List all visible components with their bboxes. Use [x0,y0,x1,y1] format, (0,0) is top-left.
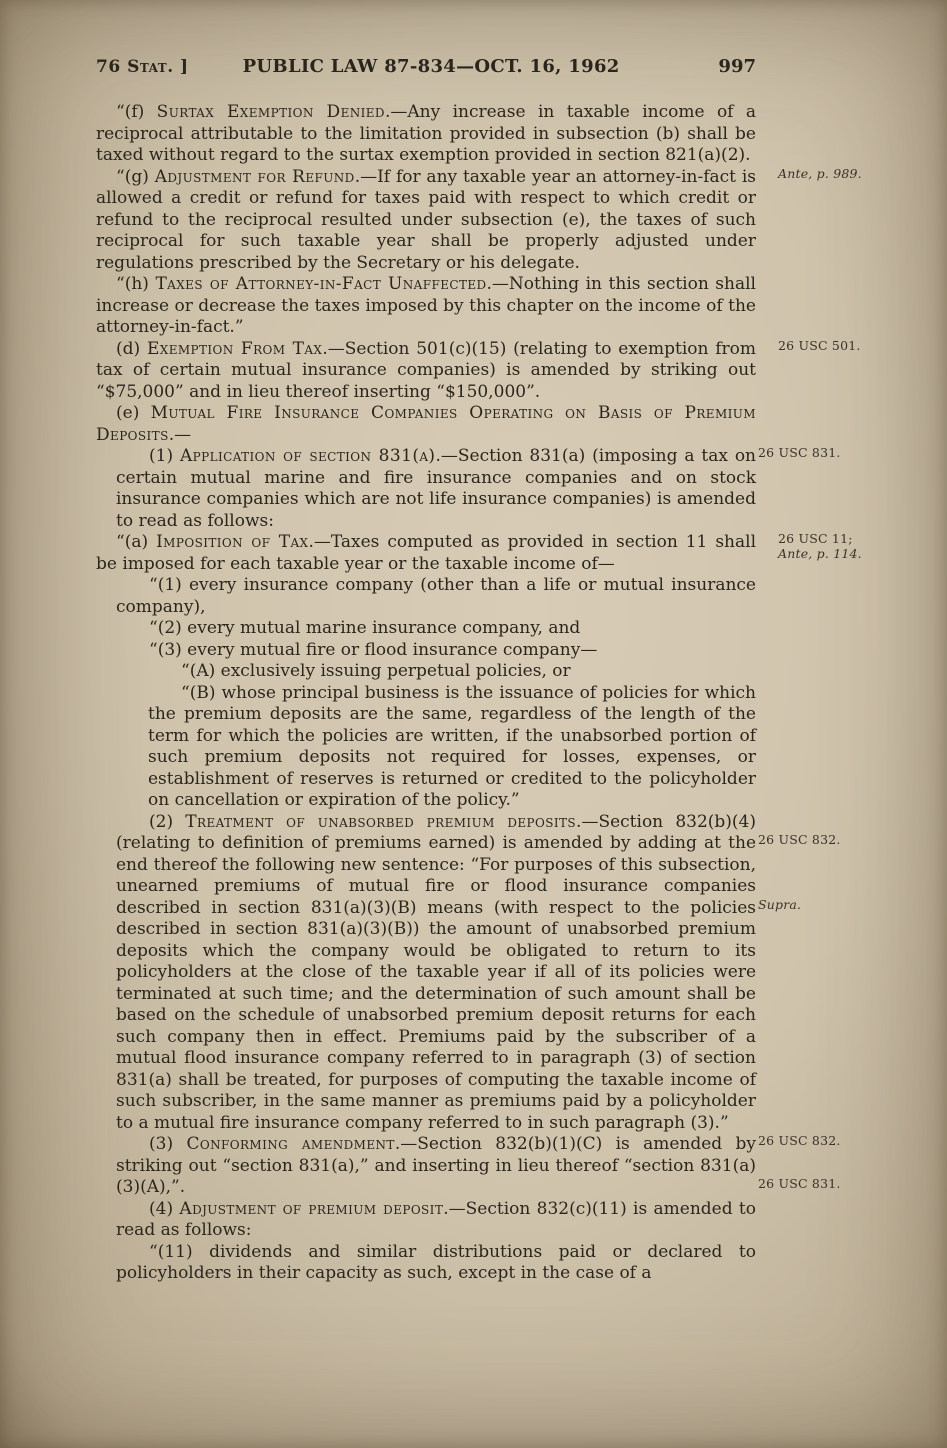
section-heading-text: Adjustment of premium deposit [179,1198,444,1219]
margin-note [778,532,882,561]
section-heading-text: Mutual Fire Insurance Companies Operating on Basis of Premium Deposits [96,403,756,445]
law-title: PUBLIC LAW 87-834—OCT. 16, 1962 [242,56,620,77]
body-text: (e) [116,403,151,423]
body-text: .—Section 832(b)(1)(C) is amended by striking out “section 831(a),” and inserting in lieu thereof “section 831(a)(3)(A),”. [116,1134,757,1197]
section-heading-text: Treatment of unabsorbed premium deposits [185,811,577,832]
body-text: .—Section 832(b)(4) (relating to definition of premiums earned) is amended by adding at the end thereof the following new sentence: “For purposes of this subsection, unearned premiums of mutual fire or flood insurance companies described in section 831(a)(3)(B) means (with respect to the policies described in section 831(a)(3)(B)) the amount of unabsorbed premium deposits which the company would be obligated to return to its policyholders at the close of the taxable year if all of its policies were terminated at such time; and the determination of such amount shall be based on the schedule of unabsorbed premium deposit returns for each such company then in effect. Premiums paid by the subscriber of a mutual flood insurance company referred to in paragraph (3) of section 831(a) shall be treated, for purposes of computing the taxable income of such subscriber, in the same manner as premiums paid by a policyholder to a mutual fire insurance company referred to in such paragraph (3).” [116,811,756,1133]
paragraph [148,683,756,812]
margin-note-text: 26 USC 832. [758,832,841,847]
stat-volume-label: 76 Stat. ] [96,57,189,77]
body-text: “(3) every mutual fire or flood insurance company— [149,639,598,660]
body-text: .—If for any taxable year an attorney-in-fact is allowed a credit or refund for taxes paid with respect to which credit or refund to the reciprocal resulted under subsection (e), the taxes of such reciprocal for such taxable year shall be properly adjusted under regulations prescribed by the Secretary or his delegate. [96,166,756,273]
body-text: “(B) whose principal business is the issuance of policies for which the premium deposits are the same, regardless of the length of the term for which the policies are written, if the unabsorbed portion of such premium deposits not required for losses, expenses, or establishment of reserves is returned or credited to the policyholder on cancellation or expiration of the policy.” [148,682,756,810]
paragraph [96,403,756,446]
margin-note-text: Ante, p. 989. [778,165,862,181]
body-text: .—Taxes computed as provided in section 11 shall be imposed for each taxable year or the taxable income of— [96,532,757,574]
body-text: “(11) dividends and similar distributions paid or declared to policyholders in their capacity as such, except in the case of a [116,1241,756,1283]
body-text: (3) [149,1134,187,1154]
body-text: (2) [149,811,186,832]
section-heading-text: Conforming amendment [186,1134,395,1154]
margin-note-text: 26 USC 831. [758,445,841,460]
body-text: .—Section 501(c)(15) (relating to exemption from tax of certain mutual insurance companies) is amended by striking out “$75,000” and in lieu thereof inserting “$150,000”. [96,338,756,402]
paragraph [116,811,841,1135]
margin-note [758,833,862,848]
paragraph [116,1242,756,1285]
margin-note-text: 26 USC 832. [758,1133,841,1148]
margin-note [778,339,882,354]
body-text: (d) [116,338,147,359]
page-body [96,102,862,1285]
body-text: .—Section 832(c)(11) is amended to read as follows: [116,1198,756,1240]
margin-note-text: Supra. [758,896,802,912]
margin-note [758,1177,862,1192]
margin-note-text: 26 USC 831. [758,1176,841,1191]
body-text: .— [168,424,192,445]
body-text: “(g) [116,166,155,187]
section-heading-text: Surtax Exemption Denied [156,102,385,122]
paragraph [148,661,756,683]
paragraph [116,618,756,640]
section-heading-text: Exemption From Tax [146,338,323,359]
body-text: “(1) every insurance company (other than a life or mutual insurance company), [116,575,756,617]
paragraph [96,337,861,404]
page-header [96,56,756,77]
paragraph [116,575,756,618]
body-text: .—Any increase in taxable income of a reciprocal attributable to the limitation provided in subsection (b) shall be taxed without regard to the surtax exemption provided in section 821(a)(2). [96,102,756,165]
margin-note-text: 26 USC 501. [778,337,861,353]
body-text: “(a) [116,532,157,552]
section-heading-text: Imposition of Tax [156,532,309,552]
section-heading-text: Application of section 831(a) [179,446,436,466]
margin-note-text: Ante, p. 114. [778,545,862,561]
paragraph [96,531,862,575]
section-heading-text: Taxes of Attorney-in-Fact Unaffected [155,274,487,294]
paragraph [116,640,756,662]
section-heading-text: Adjustment for Refund [154,166,355,187]
paragraph [116,1199,756,1242]
body-text: “(h) [116,274,156,294]
paragraph [116,1133,841,1199]
body-text: .—Section 831(a) (imposing a tax on certain mutual marine and fire insurance companies and on stock insurance companies which are not life insurance companies) is amended to read as follows: [116,446,757,531]
page-number: 997 [718,56,756,77]
body-text: (1) [149,446,180,466]
body-text: (4) [149,1198,180,1219]
body-text: “(2) every mutual marine insurance company, and [149,618,581,638]
margin-note [778,167,882,182]
paragraph [116,445,841,532]
paragraph [96,274,756,339]
margin-note-text: 26 USC 11; [778,531,853,546]
margin-note [758,446,862,461]
paragraph [96,167,756,275]
body-text: “(A) exclusively issuing perpetual policies, or [181,661,571,681]
body-text: .—Nothing in this section shall increase or decrease the taxes imposed by this chapter on the income of the attorney-in-fact.” [96,274,756,337]
margin-note [758,898,862,913]
margin-note [758,1134,862,1149]
body-text: “(f) [116,102,157,122]
